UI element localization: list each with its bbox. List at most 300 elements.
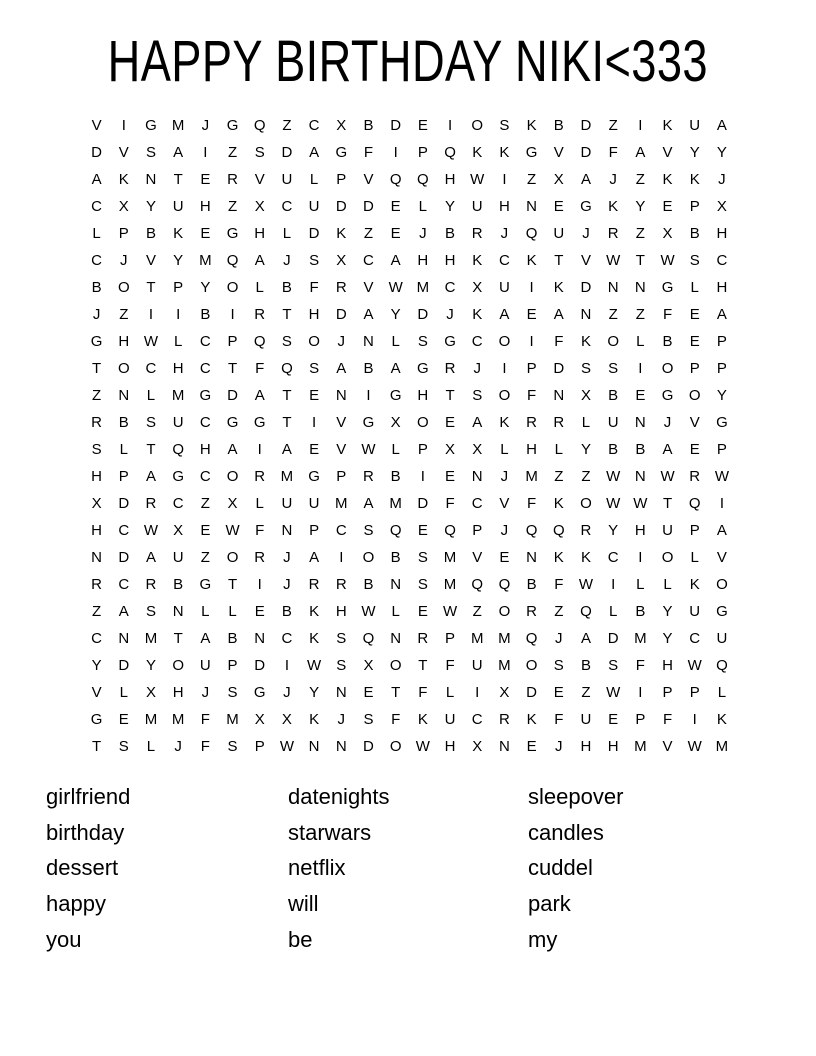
grid-letter: U: [498, 279, 510, 296]
grid-letter: C: [172, 495, 184, 512]
grid-letter: H: [444, 738, 456, 755]
grid-letter: H: [417, 252, 429, 269]
grid-letter: D: [553, 360, 565, 377]
grid-letter: T: [635, 252, 645, 269]
grid-letter: O: [226, 279, 239, 296]
grid-letter: C: [471, 711, 483, 728]
grid-letter: H: [199, 198, 211, 215]
grid-letter: L: [282, 225, 292, 242]
grid-letter: I: [475, 684, 480, 701]
grid-letter: S: [608, 360, 619, 377]
grid-letter: T: [282, 414, 292, 431]
grid-letter: Y: [716, 144, 727, 161]
grid-letter: S: [363, 522, 374, 539]
grid-letter: Q: [417, 171, 429, 188]
grid-letter: R: [145, 576, 157, 593]
grid-letter: S: [417, 576, 428, 593]
grid-letter: L: [92, 225, 101, 242]
grid-letter: A: [309, 144, 320, 161]
grid-letter: C: [335, 522, 347, 539]
grid-letter: W: [578, 576, 594, 593]
word-list-item: happy: [46, 891, 106, 917]
grid-letter: W: [633, 495, 648, 512]
grid-letter: F: [391, 711, 401, 728]
grid-letter: B: [635, 603, 646, 620]
grid-letter: X: [390, 414, 401, 431]
grid-letter: L: [391, 333, 400, 350]
grid-letter: B: [91, 279, 102, 296]
grid-letter: L: [636, 333, 645, 350]
grid-letter: Q: [362, 630, 375, 647]
grid-letter: P: [417, 144, 428, 161]
grid-letter: P: [716, 360, 727, 377]
grid-letter: I: [312, 414, 317, 431]
grid-letter: M: [443, 576, 457, 593]
grid-letter: F: [200, 711, 210, 728]
grid-letter: M: [443, 549, 457, 566]
grid-letter: J: [337, 333, 346, 350]
grid-letter: G: [199, 387, 212, 404]
grid-letter: G: [335, 144, 348, 161]
grid-letter: I: [638, 360, 643, 377]
grid-letter: J: [718, 171, 726, 188]
grid-letter: Z: [227, 198, 238, 215]
grid-letter: Y: [689, 144, 700, 161]
grid-letter: K: [499, 414, 510, 431]
grid-letter: Q: [471, 576, 484, 593]
grid-letter: M: [144, 630, 158, 647]
grid-letter: P: [662, 684, 673, 701]
grid-letter: G: [226, 414, 239, 431]
grid-letter: M: [199, 252, 212, 269]
grid-letter: O: [688, 387, 701, 404]
grid-letter: A: [363, 306, 374, 323]
grid-letter: D: [417, 495, 429, 512]
grid-letter: M: [171, 387, 185, 404]
grid-letter: V: [363, 279, 374, 296]
grid-letter: B: [608, 441, 619, 458]
grid-letter: F: [554, 576, 564, 593]
word-list-item: candles: [528, 819, 604, 845]
grid-letter: I: [257, 441, 262, 458]
grid-letter: H: [308, 306, 320, 323]
grid-letter: W: [687, 738, 702, 755]
grid-letter: F: [554, 333, 564, 350]
word-list-item: my: [528, 926, 558, 952]
grid-letter: B: [227, 630, 238, 647]
grid-letter: Z: [227, 144, 238, 161]
grid-letter: M: [226, 711, 239, 728]
grid-letter: R: [254, 306, 266, 323]
grid-letter: S: [118, 738, 129, 755]
grid-letter: W: [388, 279, 403, 296]
grid-letter: E: [608, 711, 619, 728]
grid-letter: S: [553, 657, 564, 674]
grid-letter: T: [554, 252, 564, 269]
grid-letter: J: [582, 225, 590, 242]
grid-letter: H: [172, 684, 184, 701]
grid-letter: I: [393, 144, 398, 161]
grid-letter: L: [146, 738, 156, 755]
grid-letter: Q: [498, 576, 511, 593]
grid-letter: C: [199, 414, 211, 431]
grid-letter: B: [608, 387, 619, 404]
grid-letter: V: [254, 171, 265, 188]
grid-letter: G: [389, 387, 402, 404]
grid-letter: A: [363, 495, 374, 512]
grid-letter: N: [607, 279, 619, 296]
grid-letter: T: [173, 630, 183, 647]
grid-letter: Y: [200, 279, 211, 296]
word-list-item: park: [528, 891, 571, 917]
grid-letter: S: [580, 360, 591, 377]
grid-letter: Q: [688, 495, 701, 512]
grid-letter: A: [91, 171, 102, 188]
grid-letter: A: [553, 306, 564, 323]
grid-letter: H: [526, 441, 538, 458]
grid-letter: J: [337, 711, 346, 728]
grid-letter: R: [145, 495, 157, 512]
grid-letter: L: [636, 576, 645, 593]
grid-letter: I: [420, 468, 425, 485]
word-list-item: will: [288, 891, 319, 917]
grid-letter: T: [391, 684, 401, 701]
grid-letter: J: [473, 360, 481, 377]
grid-letter: E: [553, 684, 564, 701]
grid-letter: D: [526, 684, 538, 701]
grid-letter: X: [145, 684, 156, 701]
grid-letter: Q: [716, 657, 728, 674]
grid-letter: P: [472, 522, 483, 539]
grid-letter: Q: [253, 117, 266, 134]
grid-letter: U: [716, 630, 728, 647]
grid-letter: C: [199, 333, 211, 350]
grid-letter: E: [553, 198, 564, 215]
grid-letter: H: [444, 171, 456, 188]
grid-letter: S: [145, 414, 156, 431]
grid-letter: T: [418, 657, 428, 674]
grid-letter: E: [689, 333, 700, 350]
grid-letter: F: [255, 360, 265, 377]
grid-letter: W: [361, 441, 376, 458]
grid-letter: P: [173, 279, 184, 296]
grid-letter: F: [662, 306, 673, 323]
grid-letter: O: [525, 657, 538, 674]
grid-letter: A: [499, 306, 510, 323]
grid-letter: W: [415, 738, 430, 755]
grid-letter: K: [472, 144, 483, 161]
grid-letter: Q: [525, 225, 538, 242]
grid-letter: T: [146, 279, 156, 296]
grid-letter: C: [281, 630, 293, 647]
grid-letter: U: [172, 549, 184, 566]
grid-letter: N: [335, 387, 347, 404]
grid-letter: O: [498, 387, 511, 404]
grid-letter: D: [580, 117, 592, 134]
grid-letter: A: [716, 522, 727, 539]
grid-letter: J: [283, 549, 291, 566]
grid-letter: W: [279, 738, 294, 755]
grid-letter: B: [145, 225, 156, 242]
grid-letter: I: [502, 171, 507, 188]
grid-letter: I: [638, 117, 643, 134]
grid-letter: G: [226, 225, 239, 242]
grid-letter: M: [280, 468, 294, 485]
word-list-item: starwars: [288, 819, 372, 845]
grid-letter: X: [336, 252, 347, 269]
grid-letter: Y: [580, 441, 591, 458]
grid-letter: M: [470, 630, 484, 647]
grid-letter: T: [282, 306, 292, 323]
grid-letter: O: [226, 468, 239, 485]
grid-letter: M: [498, 657, 511, 674]
grid-letter: K: [580, 333, 591, 350]
grid-letter: W: [606, 252, 621, 269]
grid-letter: W: [442, 603, 458, 620]
grid-letter: B: [553, 117, 564, 134]
grid-letter: W: [660, 252, 675, 269]
grid-letter: E: [689, 441, 700, 458]
grid-letter: V: [363, 171, 374, 188]
grid-letter: N: [634, 279, 646, 296]
grid-letter: E: [635, 387, 646, 404]
word-list-item: dessert: [46, 855, 119, 881]
grid-letter: Q: [552, 522, 565, 539]
grid-letter: Z: [200, 495, 210, 512]
grid-letter: M: [144, 711, 158, 728]
grid-letter: F: [309, 279, 319, 296]
grid-letter: S: [499, 117, 510, 134]
grid-letter: R: [526, 414, 538, 431]
grid-letter: L: [500, 441, 509, 458]
grid-letter: X: [472, 279, 483, 296]
grid-letter: G: [90, 711, 103, 728]
grid-letter: P: [254, 738, 265, 755]
grid-letter: B: [662, 333, 673, 350]
grid-letter: L: [228, 603, 237, 620]
grid-letter: W: [687, 657, 702, 674]
grid-letter: V: [91, 117, 102, 134]
grid-letter: N: [390, 630, 402, 647]
grid-letter: Y: [445, 198, 456, 215]
word-list-item: netflix: [288, 855, 346, 881]
grid-letter: J: [419, 225, 427, 242]
grid-letter: K: [689, 576, 700, 593]
grid-letter: P: [227, 333, 238, 350]
grid-letter: J: [201, 117, 210, 134]
grid-letter: G: [172, 468, 184, 485]
grid-letter: B: [363, 360, 374, 377]
grid-letter: N: [634, 468, 646, 485]
grid-letter: O: [580, 495, 592, 512]
grid-letter: B: [390, 549, 401, 566]
grid-letter: S: [417, 549, 428, 566]
grid-letter: J: [609, 171, 617, 188]
grid-letter: B: [281, 603, 292, 620]
grid-letter: G: [661, 387, 674, 404]
grid-letter: A: [580, 630, 591, 647]
grid-letter: F: [527, 387, 537, 404]
grid-letter: Z: [635, 225, 645, 242]
grid-letter: V: [118, 144, 129, 161]
grid-letter: A: [145, 549, 156, 566]
grid-letter: Q: [444, 144, 456, 161]
grid-letter: A: [254, 252, 265, 269]
grid-letter: W: [714, 468, 729, 485]
grid-letter: E: [526, 738, 537, 755]
grid-letter: A: [390, 252, 401, 269]
grid-letter: B: [118, 414, 129, 431]
grid-letter: G: [145, 117, 157, 134]
word-list-item: be: [288, 926, 313, 952]
grid-letter: Q: [281, 360, 293, 377]
grid-letter: V: [336, 414, 347, 431]
grid-letter: Q: [253, 333, 266, 350]
grid-letter: E: [526, 306, 537, 323]
grid-letter: K: [553, 549, 564, 566]
grid-letter: R: [498, 711, 510, 728]
grid-letter: Q: [389, 171, 402, 188]
grid-letter: S: [472, 387, 483, 404]
grid-letter: Z: [92, 387, 102, 404]
grid-letter: L: [663, 576, 672, 593]
grid-letter: K: [526, 711, 537, 728]
grid-letter: Y: [635, 198, 646, 215]
grid-letter: A: [227, 441, 238, 458]
grid-letter: E: [417, 522, 428, 539]
grid-letter: I: [176, 306, 181, 323]
grid-letter: Y: [91, 657, 102, 674]
grid-letter: T: [662, 495, 673, 512]
grid-letter: A: [254, 387, 265, 404]
grid-letter: M: [389, 495, 402, 512]
grid-letter: L: [690, 549, 699, 566]
grid-letter: E: [363, 684, 374, 701]
grid-letter: N: [634, 414, 646, 431]
word-list-item: girlfriend: [46, 784, 131, 809]
grid-letter: Y: [173, 252, 184, 269]
grid-letter: D: [118, 657, 130, 674]
grid-letter: N: [118, 630, 130, 647]
grid-letter: C: [363, 252, 374, 269]
grid-letter: G: [253, 414, 266, 431]
grid-letter: N: [580, 306, 592, 323]
grid-letter: G: [199, 576, 212, 593]
grid-letter: N: [498, 738, 510, 755]
grid-letter: O: [362, 549, 375, 566]
grid-letter: Z: [92, 603, 102, 620]
grid-letter: C: [689, 630, 701, 647]
grid-letter: G: [226, 117, 239, 134]
grid-letter: C: [118, 522, 130, 539]
grid-letter: Q: [226, 252, 239, 269]
grid-letter: B: [689, 225, 700, 242]
grid-letter: A: [580, 171, 591, 188]
grid-letter: H: [716, 225, 728, 242]
grid-letter: A: [716, 306, 727, 323]
grid-letter: R: [471, 225, 483, 242]
grid-letter: P: [336, 171, 347, 188]
grid-letter: X: [363, 657, 374, 674]
grid-letter: W: [470, 171, 485, 188]
grid-letter: I: [638, 684, 643, 701]
grid-letter: H: [444, 252, 456, 269]
grid-letter: M: [171, 117, 185, 134]
grid-letter: K: [689, 171, 700, 188]
grid-letter: Z: [472, 603, 482, 620]
grid-letter: E: [417, 117, 428, 134]
grid-letter: J: [500, 522, 509, 539]
grid-letter: B: [580, 657, 591, 674]
grid-letter: J: [283, 576, 291, 593]
grid-letter: D: [308, 225, 320, 242]
grid-letter: A: [662, 441, 673, 458]
grid-letter: B: [445, 225, 456, 242]
grid-letter: M: [634, 630, 647, 647]
grid-letter: A: [336, 360, 347, 377]
grid-letter: N: [308, 738, 320, 755]
grid-letter: I: [366, 387, 371, 404]
grid-letter: T: [173, 171, 183, 188]
grid-letter: D: [363, 738, 374, 755]
grid-letter: C: [471, 495, 483, 512]
grid-letter: I: [447, 117, 453, 134]
grid-letter: S: [309, 252, 320, 269]
word-list-column-2: [288, 779, 528, 958]
grid-letter: Z: [282, 117, 292, 134]
grid-letter: L: [255, 495, 264, 512]
grid-letter: H: [91, 468, 103, 485]
grid-letter: K: [662, 117, 673, 134]
grid-letter: A: [390, 360, 401, 377]
grid-letter: H: [199, 441, 211, 458]
grid-letter: V: [716, 549, 727, 566]
grid-letter: U: [580, 711, 592, 728]
grid-letter: V: [145, 252, 156, 269]
grid-letter: C: [199, 468, 211, 485]
grid-letter: H: [335, 603, 347, 620]
grid-letter: Y: [309, 684, 320, 701]
grid-letter: R: [254, 549, 266, 566]
grid-letter: E: [445, 468, 456, 485]
grid-letter: O: [417, 414, 429, 431]
grid-letter: W: [225, 522, 240, 539]
grid-letter: M: [715, 738, 729, 755]
grid-letter: X: [472, 441, 483, 458]
grid-letter: S: [363, 711, 374, 728]
grid-letter: P: [526, 360, 537, 377]
grid-letter: X: [91, 495, 102, 512]
grid-letter: J: [555, 630, 563, 647]
grid-letter: L: [391, 441, 400, 458]
grid-letter: R: [335, 576, 347, 593]
grid-letter: E: [200, 522, 211, 539]
grid-letter: I: [529, 333, 534, 350]
grid-letter: I: [611, 576, 616, 593]
grid-letter: Z: [581, 684, 591, 701]
grid-letter: X: [336, 117, 347, 134]
grid-letter: L: [119, 441, 128, 458]
grid-letter: V: [580, 252, 591, 269]
grid-letter: O: [172, 657, 184, 674]
grid-letter: Z: [119, 306, 129, 323]
grid-letter: C: [308, 117, 320, 134]
grid-letter: G: [580, 198, 592, 215]
grid-letter: L: [391, 603, 400, 620]
grid-letter: J: [92, 306, 101, 323]
grid-letter: O: [308, 333, 320, 350]
grid-letter: X: [553, 171, 564, 188]
